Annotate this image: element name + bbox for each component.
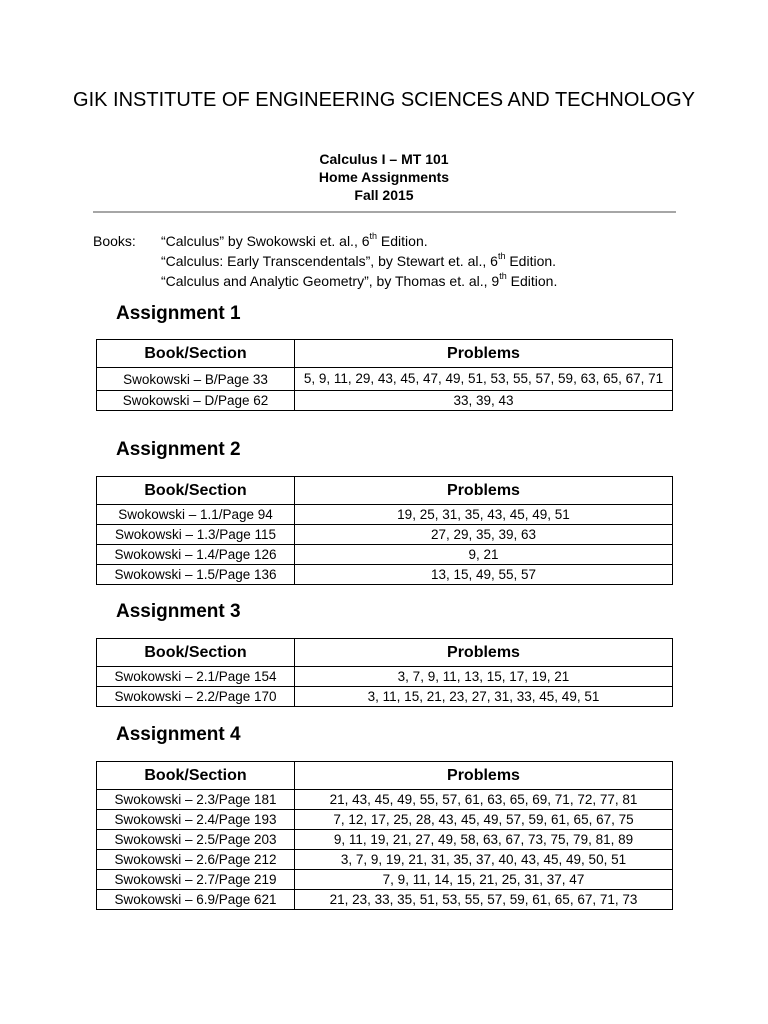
section-cell: Swokowski – 6.9/Page 621 <box>97 890 295 910</box>
table-row <box>97 368 673 391</box>
problems-cell: 33, 39, 43 <box>295 391 673 411</box>
section-cell: Swokowski – 1.5/Page 136 <box>97 565 295 585</box>
problems-cell: 27, 29, 35, 39, 63 <box>295 525 673 545</box>
course-header <box>0 150 768 204</box>
section-cell: Swokowski – B/Page 33 <box>97 368 295 391</box>
column-header-problems: Problems <box>295 340 673 368</box>
course-subtitle: Home Assignments <box>318 169 450 185</box>
table-header-row <box>97 477 673 505</box>
section-cell: Swokowski – 2.5/Page 203 <box>97 830 295 850</box>
section-cell: Swokowski – 1.1/Page 94 <box>97 505 295 525</box>
problems-cell: 9, 21 <box>295 545 673 565</box>
problems-cell: 19, 25, 31, 35, 43, 45, 49, 51 <box>295 505 673 525</box>
section-cell: Swokowski – 2.1/Page 154 <box>97 667 295 687</box>
table-row <box>97 505 673 525</box>
book-entry: “Calculus: Early Transcendentals”, by Stewart et. al., 6th Edition. <box>161 251 557 269</box>
table-header-row <box>97 340 673 368</box>
problems-cell: 3, 7, 9, 19, 21, 31, 35, 37, 40, 43, 45, 49, 50, 51 <box>295 850 673 870</box>
column-header-section: Book/Section <box>97 477 295 505</box>
table-row <box>97 790 673 810</box>
problems-cell: 13, 15, 49, 55, 57 <box>295 565 673 585</box>
column-header-problems: Problems <box>295 639 673 667</box>
table-row <box>97 890 673 910</box>
course-name: Calculus I – MT 101 <box>319 151 449 167</box>
problems-cell: 21, 43, 45, 49, 55, 57, 61, 63, 65, 69, 71, 72, 77, 81 <box>295 790 673 810</box>
section-cell: Swokowski – 1.4/Page 126 <box>97 545 295 565</box>
problems-cell: 3, 11, 15, 21, 23, 27, 31, 33, 45, 49, 51 <box>295 687 673 707</box>
column-header-section: Book/Section <box>97 639 295 667</box>
table-row <box>97 830 673 850</box>
assignment-table <box>96 339 673 411</box>
section-cell: Swokowski – 2.7/Page 219 <box>97 870 295 890</box>
column-header-section: Book/Section <box>97 340 295 368</box>
book-entry: “Calculus and Analytic Geometry”, by Thomas et. al., 9th Edition. <box>161 271 558 289</box>
section-cell: Swokowski – 2.6/Page 212 <box>97 850 295 870</box>
problems-cell: 3, 7, 9, 11, 13, 15, 17, 19, 21 <box>295 667 673 687</box>
book-entry: “Calculus” by Swokowski et. al., 6th Edition. <box>161 231 428 249</box>
table-row <box>97 565 673 585</box>
table-row <box>97 391 673 411</box>
assignment-title: Assignment 2 <box>116 439 241 460</box>
table-row <box>97 545 673 565</box>
assignment-table <box>96 761 673 910</box>
table-row <box>97 525 673 545</box>
section-cell: Swokowski – 2.2/Page 170 <box>97 687 295 707</box>
problems-cell: 21, 23, 33, 35, 51, 53, 55, 57, 59, 61, 65, 67, 71, 73 <box>295 890 673 910</box>
assignment-table <box>96 638 673 707</box>
problems-cell: 7, 9, 11, 14, 15, 21, 25, 31, 37, 47 <box>295 870 673 890</box>
assignment-title: Assignment 1 <box>116 303 241 324</box>
section-cell: Swokowski – D/Page 62 <box>97 391 295 411</box>
problems-cell: 9, 11, 19, 21, 27, 49, 58, 63, 67, 73, 75, 79, 81, 89 <box>295 830 673 850</box>
table-row <box>97 870 673 890</box>
table-header-row <box>97 762 673 790</box>
table-row <box>97 850 673 870</box>
problems-cell: 7, 12, 17, 25, 28, 43, 45, 49, 57, 59, 61, 65, 67, 75 <box>295 810 673 830</box>
column-header-problems: Problems <box>295 762 673 790</box>
header-divider <box>93 211 676 213</box>
section-cell: Swokowski – 1.3/Page 115 <box>97 525 295 545</box>
institute-title: GIK INSTITUTE OF ENGINEERING SCIENCES AND TECHNOLOGY <box>73 89 695 111</box>
table-row <box>97 667 673 687</box>
problems-cell: 5, 9, 11, 29, 43, 45, 47, 49, 51, 53, 55, 57, 59, 63, 65, 67, 71 <box>295 368 673 391</box>
assignment-table <box>96 476 673 585</box>
assignment-title: Assignment 4 <box>116 724 241 745</box>
books-list <box>161 231 721 291</box>
assignment-title: Assignment 3 <box>116 601 241 622</box>
section-cell: Swokowski – 2.3/Page 181 <box>97 790 295 810</box>
table-header-row <box>97 639 673 667</box>
column-header-problems: Problems <box>295 477 673 505</box>
books-label: Books: <box>93 233 136 249</box>
table-row <box>97 810 673 830</box>
course-term: Fall 2015 <box>354 187 414 203</box>
table-row <box>97 687 673 707</box>
section-cell: Swokowski – 2.4/Page 193 <box>97 810 295 830</box>
column-header-section: Book/Section <box>97 762 295 790</box>
